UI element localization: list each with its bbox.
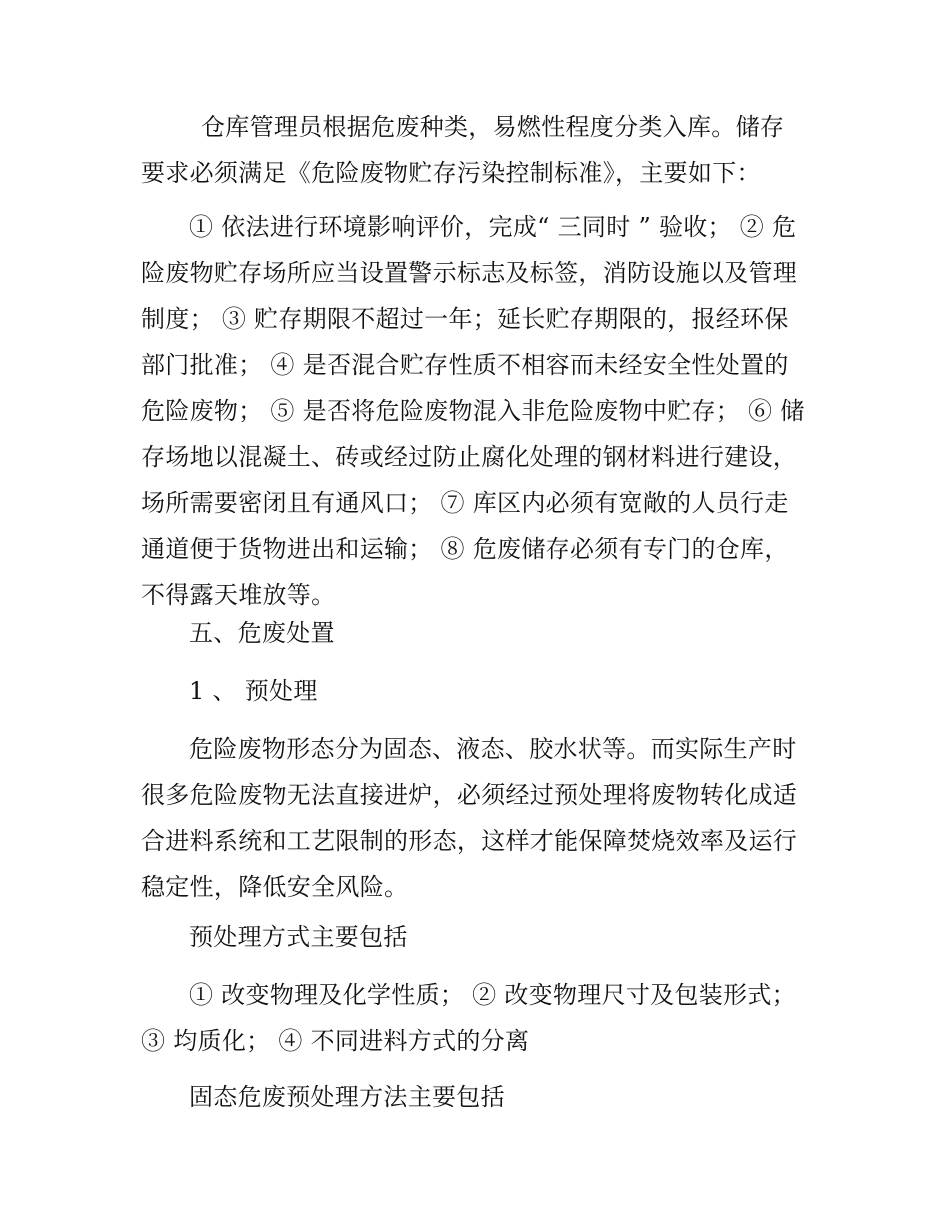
text-line: 通道便于货物进出和运输； ⑧ 危废储存必须有专门的仓库， <box>141 535 789 563</box>
text-line: 危险废物； ⑤ 是否将危险废物混入非危险废物中贮存； ⑥ 储 <box>141 397 805 425</box>
text-line: 预处理方式主要包括 <box>189 923 408 951</box>
section-heading <box>141 610 813 656</box>
text-line: 场所需要密闭且有通风口； ⑦ 库区内必须有宽敞的人员行走 <box>141 489 789 517</box>
pretreatment-intro-paragraph <box>141 726 813 910</box>
text-line: ① 改变物理及化学性质； ② 改变物理尺寸及包装形式； <box>189 981 796 1009</box>
text-line: 险废物贮存场所应当设置警示标志及标签，消防设施以及管理 <box>141 259 798 287</box>
storage-intro-paragraph <box>141 104 813 196</box>
text-line: 存场地以混凝土、砖或经过防止腐化处理的钢材料进行建设， <box>141 443 798 471</box>
text-line: 仓库管理员根据危废种类，易燃性程度分类入库。储存 <box>201 113 785 141</box>
text-line: 要求必须满足《危险废物贮存污染控制标准》，主要如下： <box>141 159 761 187</box>
text-line: 部门批准； ④ 是否混合贮存性质不相容而未经安全性处置的 <box>141 351 789 379</box>
subsection-heading-text: 1 、 预处理 <box>189 677 318 705</box>
section-heading-text: 五、危废处置 <box>189 619 335 647</box>
pretreatment-methods-paragraph <box>141 972 813 1064</box>
text-line: ① 依法进行环境影响评价，完成“ 三同时 ” 验收； ② 危 <box>189 213 797 241</box>
text-line: 制度； ③ 贮存期限不超过一年；延长贮存期限的，报经环保 <box>141 305 789 333</box>
text-line: 很多危险废物无法直接进炉，必须经过预处理将废物转化成适 <box>141 781 798 809</box>
text-line: ③ 均质化； ④ 不同进料方式的分离 <box>141 1027 530 1055</box>
storage-requirements-paragraph <box>141 204 813 618</box>
text-line: 危险废物形态分为固态、液态、胶水状等。而实际生产时 <box>189 735 797 763</box>
text-line: 稳定性，降低安全风险。 <box>141 873 409 901</box>
subsection-heading <box>141 668 813 714</box>
text-line: 固态危废预处理方法主要包括 <box>189 1083 505 1111</box>
text-line: 不得露天堆放等。 <box>141 581 336 609</box>
text-line: 合进料系统和工艺限制的形态，这样才能保障焚烧效率及运行 <box>141 827 798 855</box>
solid-methods-label <box>141 1074 813 1120</box>
pretreatment-methods-label <box>141 914 813 960</box>
